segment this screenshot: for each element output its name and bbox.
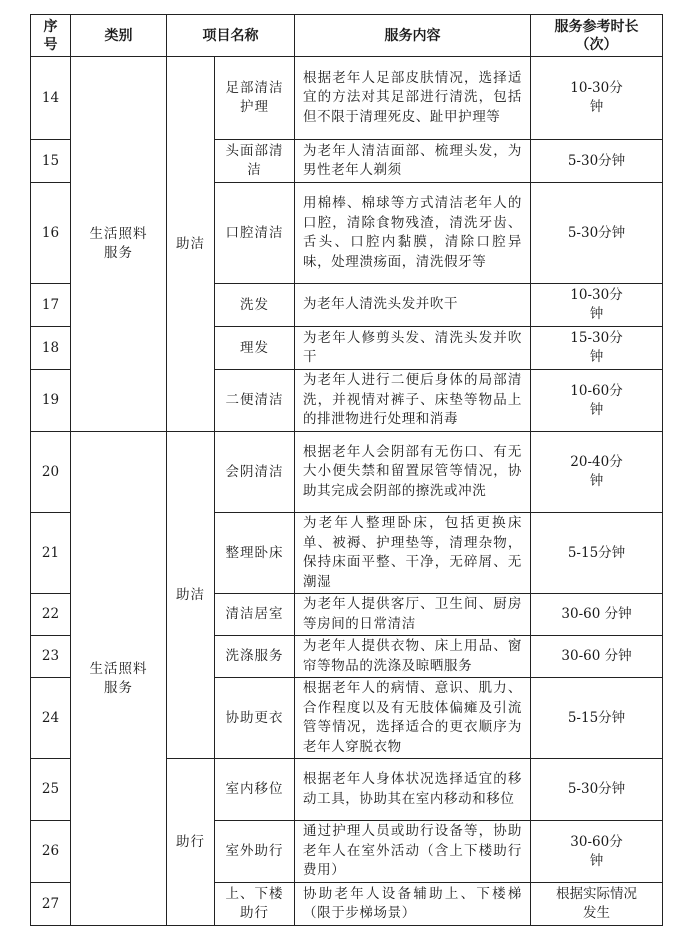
service-table <box>30 14 663 926</box>
item-name: 洗发 <box>215 284 295 327</box>
row-number: 25 <box>31 759 71 821</box>
item-name: 理发 <box>215 327 295 370</box>
service-duration: 20-40分钟 <box>531 432 663 513</box>
row-number: 27 <box>31 883 71 926</box>
subcategory-cell: 助洁 <box>167 57 215 432</box>
service-duration: 10-30分钟 <box>531 284 663 327</box>
service-duration: 15-30分钟 <box>531 327 663 370</box>
service-content: 为老年人清洗头发并吹干 <box>295 284 531 327</box>
header-no: 序号 <box>31 15 71 57</box>
service-content: 为老年人进行二便后身体的局部清洗，并视情对裤子、床垫等物品上的排泄物进行处理和消毒 <box>295 370 531 432</box>
item-name: 头面部清洁 <box>215 140 295 183</box>
service-content: 为老年人整理卧床，包括更换床单、被褥、护理垫等，清理杂物，保持床面平整、干净，无碎屑、无潮湿 <box>295 513 531 594</box>
table-row <box>31 432 663 513</box>
item-name: 口腔清洁 <box>215 183 295 284</box>
row-number: 18 <box>31 327 71 370</box>
row-number: 24 <box>31 678 71 759</box>
service-content: 为老年人修剪头发、清洗头发并吹干 <box>295 327 531 370</box>
service-duration: 5-30分钟 <box>531 759 663 821</box>
service-content: 根据老年人身体状况选择适宜的移动工具，协助其在室内移动和移位 <box>295 759 531 821</box>
item-name: 室外助行 <box>215 821 295 883</box>
service-duration: 根据实际情况发生 <box>531 883 663 926</box>
subcategory-cell: 助行 <box>167 759 215 926</box>
header-category: 类别 <box>71 15 167 57</box>
row-number: 15 <box>31 140 71 183</box>
service-content: 为老年人提供衣物、床上用品、窗帘等物品的洗涤及晾晒服务 <box>295 636 531 678</box>
service-duration: 30-60 分钟 <box>531 594 663 636</box>
category-cell: 生活照料服务 <box>71 432 167 926</box>
table-row <box>31 57 663 140</box>
header-item-name: 项目名称 <box>167 15 295 57</box>
row-number: 23 <box>31 636 71 678</box>
service-duration: 5-30分钟 <box>531 140 663 183</box>
service-content: 通过护理人员或助行设备等，协助老年人在室外活动（含上下楼助行费用） <box>295 821 531 883</box>
row-number: 21 <box>31 513 71 594</box>
row-number: 16 <box>31 183 71 284</box>
header-content: 服务内容 <box>295 15 531 57</box>
item-name: 会阴清洁 <box>215 432 295 513</box>
service-content: 用棉棒、棉球等方式清洁老年人的口腔，清除食物残渣，清洗牙齿、舌头、口腔内黏膜，清除口腔异味，处理溃疡面，清洗假牙等 <box>295 183 531 284</box>
service-duration: 10-60分钟 <box>531 370 663 432</box>
service-duration: 5-30分钟 <box>531 183 663 284</box>
service-duration: 5-15分钟 <box>531 513 663 594</box>
row-number: 26 <box>31 821 71 883</box>
service-content: 为老年人提供客厅、卫生间、厨房等房间的日常清洁 <box>295 594 531 636</box>
row-number: 20 <box>31 432 71 513</box>
category-cell: 生活照料服务 <box>71 57 167 432</box>
item-name: 清洁居室 <box>215 594 295 636</box>
item-name: 上、下楼助行 <box>215 883 295 926</box>
service-duration: 10-30分钟 <box>531 57 663 140</box>
row-number: 14 <box>31 57 71 140</box>
service-duration: 30-60分钟 <box>531 821 663 883</box>
service-content: 为老年人清洁面部、梳理头发，为男性老年人剃须 <box>295 140 531 183</box>
item-name: 整理卧床 <box>215 513 295 594</box>
item-name: 足部清洁护理 <box>215 57 295 140</box>
header-duration: 服务参考时长（次） <box>531 15 663 57</box>
service-duration: 30-60 分钟 <box>531 636 663 678</box>
service-content: 协助老年人设备辅助上、下楼梯（限于步梯场景） <box>295 883 531 926</box>
item-name: 二便清洁 <box>215 370 295 432</box>
row-number: 22 <box>31 594 71 636</box>
service-content: 根据老年人会阴部有无伤口、有无大小便失禁和留置尿管等情况，协助其完成会阴部的擦洗或冲洗 <box>295 432 531 513</box>
row-number: 17 <box>31 284 71 327</box>
row-number: 19 <box>31 370 71 432</box>
service-duration: 5-15分钟 <box>531 678 663 759</box>
item-name: 协助更衣 <box>215 678 295 759</box>
item-name: 洗涤服务 <box>215 636 295 678</box>
item-name: 室内移位 <box>215 759 295 821</box>
header-row <box>31 15 663 57</box>
service-content: 根据老年人的病情、意识、肌力、合作程度以及有无肢体偏瘫及引流管等情况，选择适合的更衣顺序为老年人穿脱衣物 <box>295 678 531 759</box>
service-content: 根据老年人足部皮肤情况，选择适宜的方法对其足部进行清洗，包括但不限于清理死皮、趾甲护理等 <box>295 57 531 140</box>
subcategory-cell: 助洁 <box>167 432 215 759</box>
